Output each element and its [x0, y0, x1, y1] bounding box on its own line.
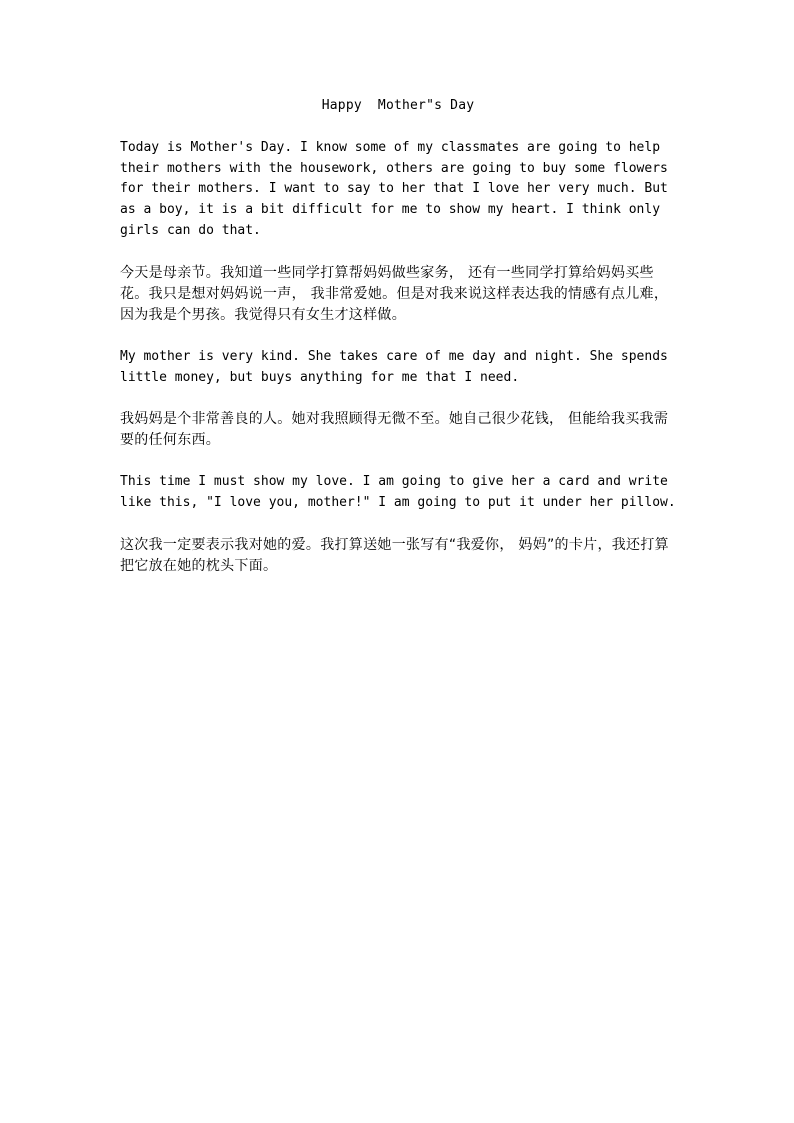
- paragraph-english-2: My mother is very kind. She takes care of me day and night. She spends little money, but buys anything for me that I need.: [120, 348, 668, 385]
- paragraph-chinese-2: 我妈妈是个非常善良的人。她对我照顾得无微不至。她自己很少花钱， 但能给我买我需要的任何东西。: [120, 411, 669, 449]
- paragraph-english-1: Today is Mother's Day. I know some of my classmates are going to help their mothers with the housework, others are going to buy some flowers for their mothers. I want to say to her that I love her very much. But as a boy, it is a bit difficult for me to show my heart. I think only girls can do that.: [120, 139, 668, 238]
- paragraph-english-3: This time I must show my love. I am going to give her a card and write like this, "I love you, mother!" I am going to put it under her pillow.: [120, 474, 676, 511]
- paragraph-chinese-1: 今天是母亲节。我知道一些同学打算帮妈妈做些家务， 还有一些同学打算给妈妈买些花。我只是想对妈妈说一声， 我非常爱她。但是对我来说这样表达我的情感有点儿难， 因为我是个男孩。我觉得只有女生才这样做。: [120, 264, 669, 323]
- document-body: [120, 96, 676, 598]
- document-title: Happy Mother"s Day: [321, 98, 475, 113]
- paragraph-chinese-3: 这次我一定要表示我对她的爱。我打算送她一张写有“我爱你， 妈妈”的卡片，我还打算把它放在她的枕头下面。: [120, 536, 669, 574]
